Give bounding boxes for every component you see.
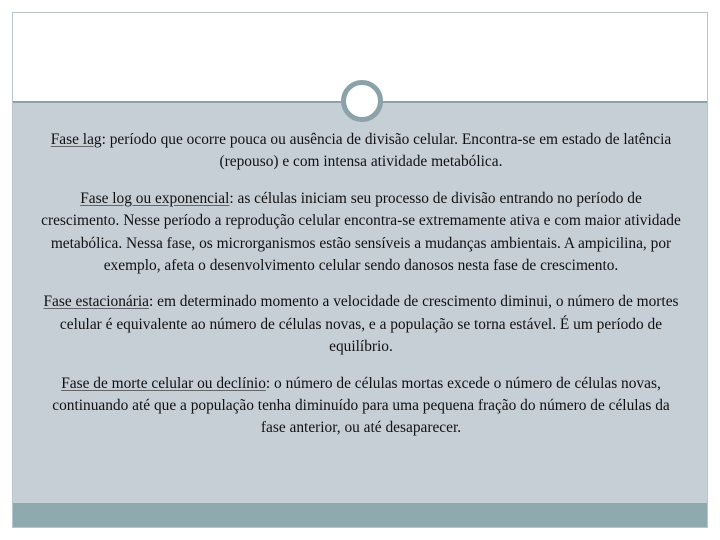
text-lag-phase: : período que ocorre pouca ou ausência de divisão celular. Encontra-se em estado de latência (repouso) e com intensa atividade metabólica.: [101, 131, 672, 171]
circle-ornament-icon: [341, 80, 383, 122]
slide: [12, 12, 708, 528]
paragraph-log-phase: [41, 188, 681, 278]
paragraph-death-phase: [41, 373, 681, 440]
term-lag-phase: Fase lag: [50, 131, 102, 148]
content-panel: [13, 103, 707, 503]
text-log-phase: : as células iniciam seu processo de divisão entrando no período de crescimento. Nesse período a reprodução celular encontra-se extremamente ativa e com maior atividade metabólica. Nessa fase, os microrganismos estão sensíveis a mudanças ambientais. A ampicilina, por exemplo, afeta o desenvolvimento celular sendo danosos nesta fase de crescimento.: [41, 189, 681, 275]
text-death-phase: : o número de células mortas excede o número de células novas, continuando até que a população tenha diminuído para uma pequena fração do número de células da fase anterior, ou até desaparecer.: [52, 374, 670, 437]
term-stationary-phase: Fase estacionária: [43, 293, 149, 311]
paragraph-lag-phase: [41, 129, 681, 174]
paragraph-stationary-phase: [41, 291, 681, 358]
paragraph-list: [41, 129, 681, 440]
text-stationary-phase: : em determinado momento a velocidade de crescimento diminui, o número de mortes celular é equivalente ao número de células novas, e a população se torna estável. É um período de equilíbrio.: [59, 293, 679, 356]
term-log-phase: Fase log ou exponencial: [80, 189, 230, 207]
term-death-phase: Fase de morte celular ou declínio: [61, 374, 266, 392]
bottom-bar: [13, 503, 707, 527]
